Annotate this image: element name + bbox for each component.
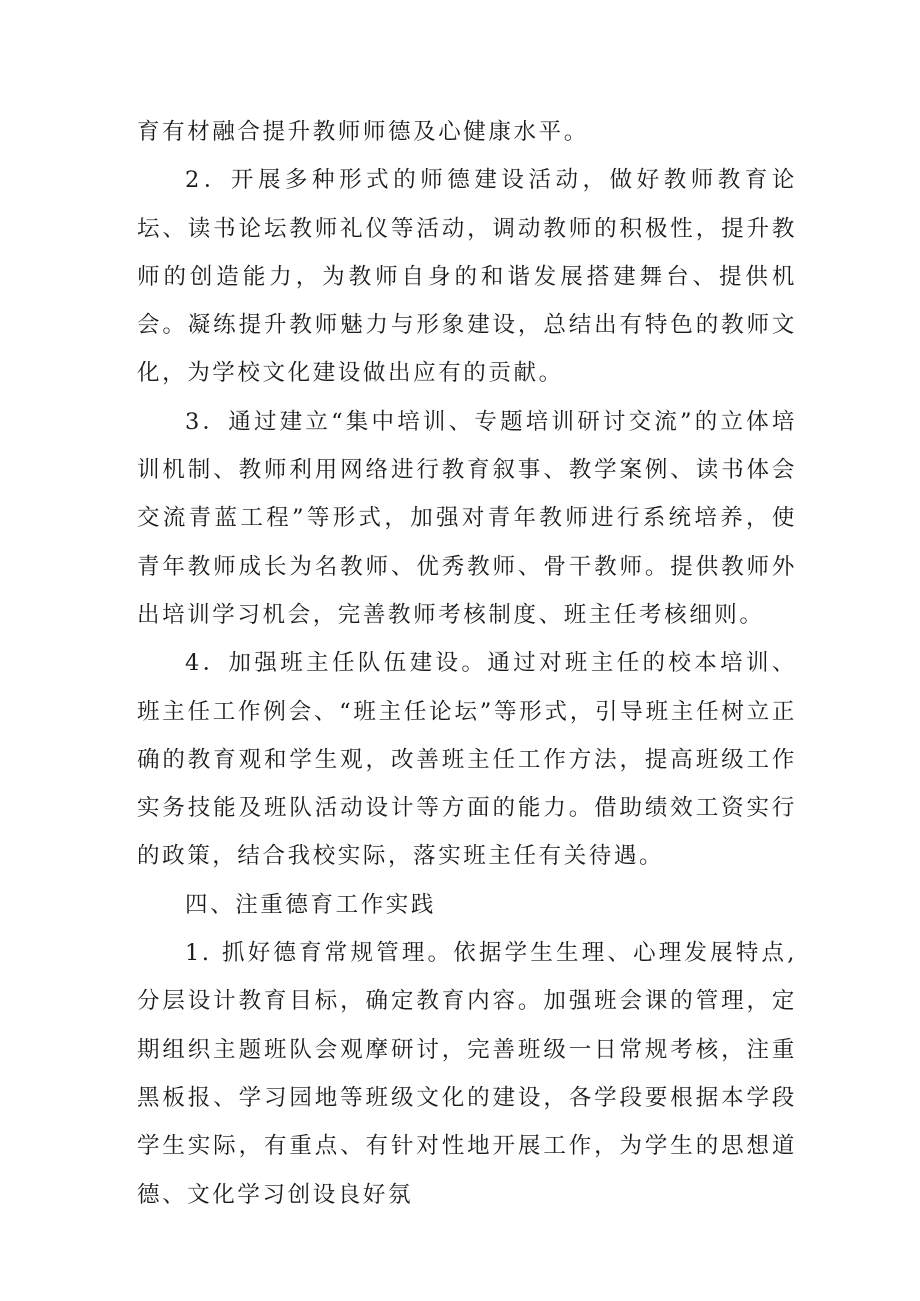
paragraph-item-2: 2．开展多种形式的师德建设活动，做好教师教育论坛、读书论坛教师礼仪等活动，调动教师的积极性，提升教师的创造能力，为教师自身的和谐发展搭建舞台、提供机会。凝练提升教师魅力与形象建设，总结出有特色的教师文化，为学校文化建设做出应有的贡献。 — [137, 167, 797, 387]
section-heading: 四、注重德育工作实践 — [185, 891, 437, 918]
paragraph-section-item-1: 1. 抓好德育常规管理。依据学生生理、心理发展特点,分层设计教育目标，确定教育内容。加强班会课的管理，定期组织主题班队会观摩研讨，完善班级一日常规考核，注重黑板报、学习园地等班级文化的建设，各学段要根据本学段学生实际，有重点、有针对性地开展工作，为学生的思想道德、文化学习创设良好氛 — [137, 940, 797, 1208]
paragraph-continuation: 育有材融合提升教师师德及心健康水平。 — [137, 119, 589, 145]
paragraph-item-4: 4．加强班主任队伍建设。通过对班主任的校本培训、班主任工作例会、“班主任论坛”等形式，引导班主任树立正确的教育观和学生观，改善班主任工作方法，提高班级工作实务技能及班队活动设计等方面的能力。借助绩效工资实行的政策，结合我校实际，落实班主任有关待遇。 — [137, 650, 797, 870]
document-body — [137, 108, 797, 1219]
paragraph-item-3: 3．通过建立“集中培训、专题培训研讨交流”的立体培训机制、教师利用网络进行教育叙事、教学案例、读书体会交流青蓝工程”等形式，加强对青年教师进行系统培养，使青年教师成长为名教师、优秀教师、骨干教师。提供教师外出培训学习机会，完善教师考核制度、班主任考核细则。 — [137, 408, 797, 628]
